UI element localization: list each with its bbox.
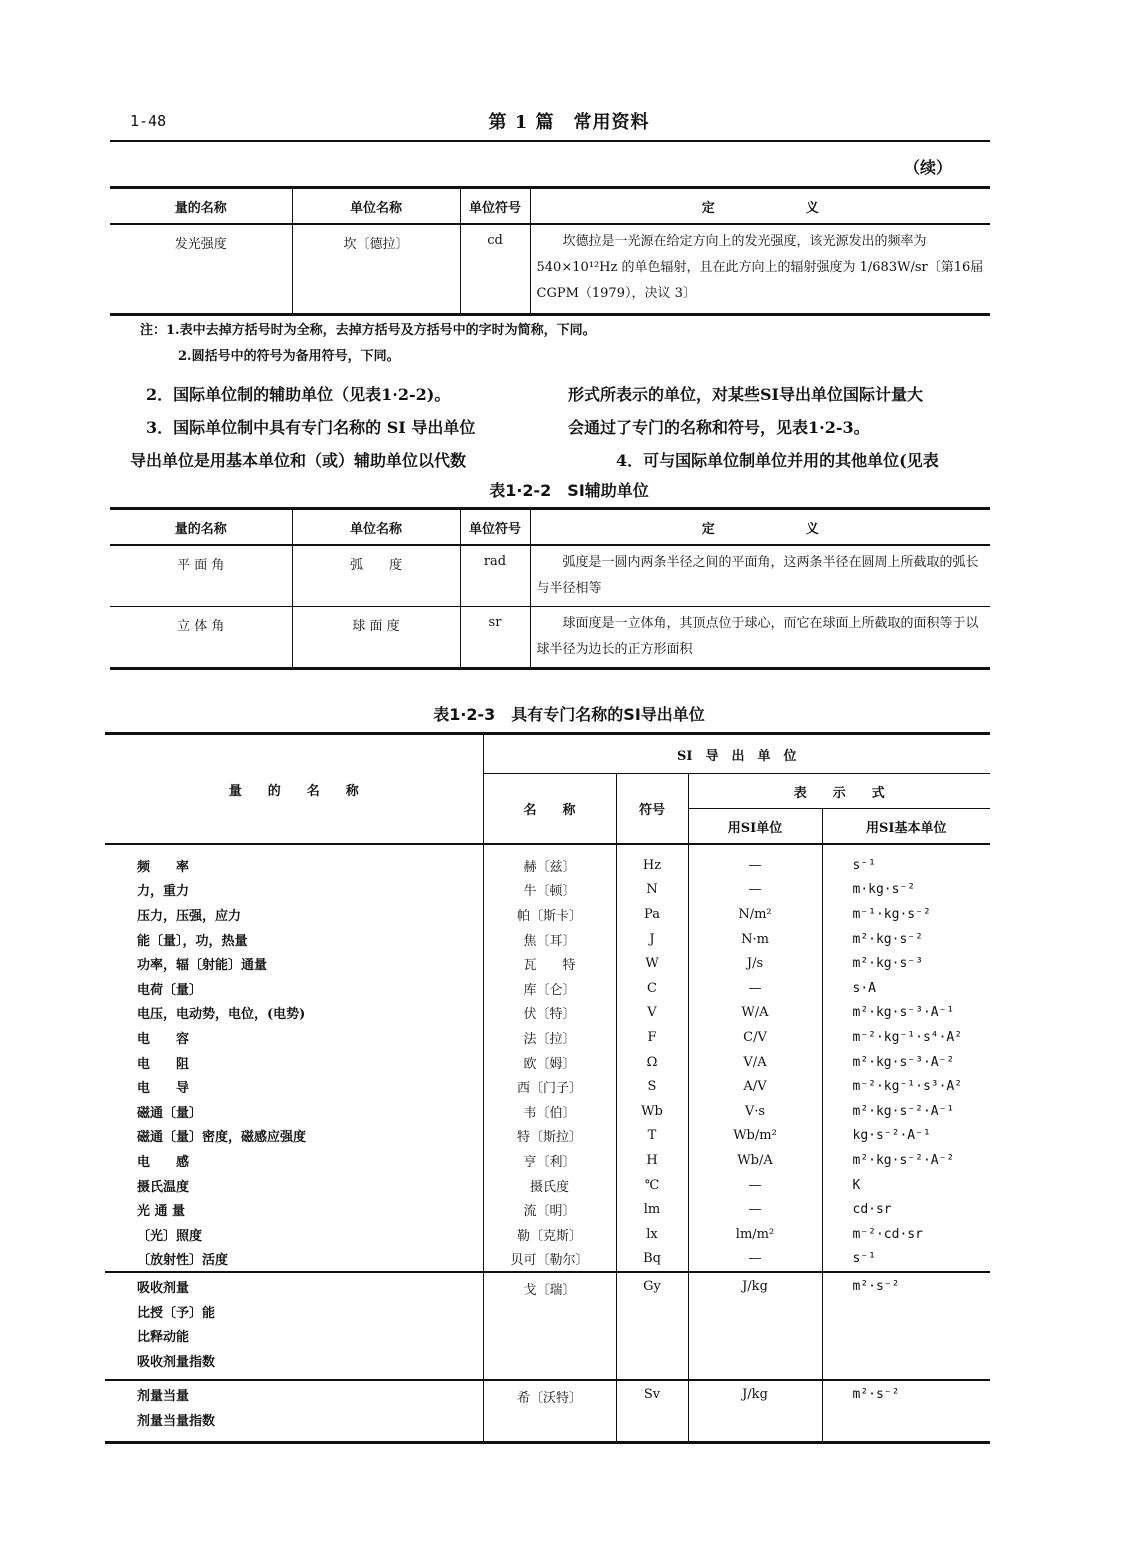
name-cell: 流〔明〕 xyxy=(483,1197,616,1222)
quantity-cell: 电 感 xyxy=(105,1148,483,1173)
paragraph-line: 3．国际单位制中具有专门名称的 SI 导出单位 xyxy=(146,418,476,437)
quantity-cell: 电 容 xyxy=(105,1025,483,1050)
table-row xyxy=(105,1247,990,1273)
base-expression-cell: s·A xyxy=(852,980,876,996)
symbol-cell: W xyxy=(616,951,688,976)
quantity-cell xyxy=(105,1272,483,1380)
si-expression-cell: — xyxy=(688,844,822,878)
paragraph-line: 形式所表示的单位，对某些SI导出单位国际计量大 xyxy=(568,385,924,404)
quantity-cell: 功率，辐〔射能〕通量 xyxy=(105,951,483,976)
col-header-unit-name: 单位名称 xyxy=(292,188,460,225)
table-row xyxy=(105,878,990,903)
note-1: 注：1.表中去掉方括号时为全称，去掉方括号及方括号中的字时为简称，下同。 xyxy=(140,323,596,338)
symbol-cell: H xyxy=(616,1148,688,1173)
base-expression-cell: m²·kg·s⁻³ xyxy=(852,956,923,972)
si-expression-cell: — xyxy=(688,1173,822,1198)
symbol-cell: cd xyxy=(460,224,530,315)
symbol-cell: lm xyxy=(616,1197,688,1222)
name-cell: 帕〔斯卡〕 xyxy=(483,902,616,927)
table-row xyxy=(110,224,990,315)
si-expression-cell: Wb/A xyxy=(688,1148,822,1173)
running-head: 第 1 篇 常用资料 xyxy=(488,112,650,133)
table-row xyxy=(105,1001,990,1026)
base-expression-cell: K xyxy=(852,1177,861,1193)
paragraph-line: 导出单位是用基本单位和（或）辅助单位以代数 xyxy=(130,451,467,470)
name-cell: 勒〔克斯〕 xyxy=(483,1222,616,1247)
quantity-line: 吸收剂量 xyxy=(137,1281,190,1297)
quantity-cell: 光 通 量 xyxy=(105,1197,483,1222)
table-row xyxy=(105,1222,990,1247)
quantity-cell xyxy=(105,1380,483,1442)
base-expression-cell: m⁻²·cd·sr xyxy=(852,1226,923,1242)
symbol-cell: ℃ xyxy=(616,1173,688,1198)
name-cell: 牛〔顿〕 xyxy=(483,878,616,903)
symbol-cell: V xyxy=(616,1001,688,1026)
base-expression-cell: m⁻²·kg⁻¹·s⁴·A² xyxy=(852,1029,963,1045)
paragraph-line: 4．可与国际单位制单位并用的其他单位(见表 xyxy=(616,451,939,470)
name-cell: 欧〔姆〕 xyxy=(483,1050,616,1075)
name-cell: 特〔斯拉〕 xyxy=(483,1124,616,1149)
si-expression-cell: J/s xyxy=(688,951,822,976)
symbol-cell: Sv xyxy=(616,1380,688,1442)
table-row xyxy=(105,1173,990,1198)
quantity-cell: 摄氏温度 xyxy=(105,1173,483,1198)
table-notes xyxy=(140,318,596,370)
paragraph-line: 2．国际单位制的辅助单位（见表1·2-2)。 xyxy=(146,385,451,404)
body-text-right xyxy=(568,378,998,477)
name-cell: 库〔仑〕 xyxy=(483,976,616,1001)
unit-cell: 球 面 度 xyxy=(292,607,460,669)
continued-label: （续） xyxy=(903,158,952,177)
table-row xyxy=(105,1099,990,1124)
symbol-cell: Gy xyxy=(616,1272,688,1380)
definition-cell: 弧度是一圆内两条半径之间的平面角，这两条半径在圆周上所截取的弧长与半径相等 xyxy=(530,545,990,607)
definition-cell: 坎德拉是一光源在给定方向上的发光强度，该光源发出的频率为540×10¹²Hz 的单色辐射，且在此方向上的辐射强度为 1/683W/sr〔第16届CGPM（1979），决议 3〕 xyxy=(530,224,990,315)
quantity-line: 剂量当量 xyxy=(137,1389,190,1405)
col-header-symbol: 符号 xyxy=(616,774,688,845)
symbol-cell: Wb xyxy=(616,1099,688,1124)
col-header-quantity: 量的名称 xyxy=(110,188,292,225)
name-cell: 戈〔瑞〕 xyxy=(483,1272,616,1380)
quantity-cell: 频 率 xyxy=(105,844,483,878)
symbol-cell: J xyxy=(616,927,688,952)
base-expression-cell: m²·kg·s⁻²·A⁻² xyxy=(852,1152,955,1168)
table-row xyxy=(105,844,990,878)
si-expression-cell: J/kg xyxy=(688,1380,822,1442)
table-row xyxy=(105,1272,990,1380)
paragraph-line: 会通过了专门的名称和符号，见表1·2-3。 xyxy=(568,418,870,437)
name-cell: 西〔门子〕 xyxy=(483,1074,616,1099)
col-header-definition: 定 义 xyxy=(530,509,990,546)
derived-units-rows xyxy=(105,844,990,1272)
col-header-definition: 定 义 xyxy=(530,188,990,225)
table-row xyxy=(105,976,990,1001)
si-expression-cell: lm/m² xyxy=(688,1222,822,1247)
quantity-cell: 压力，压强，应力 xyxy=(105,902,483,927)
base-expression-cell: s⁻¹ xyxy=(852,857,876,873)
col-header-unit-symbol: 单位符号 xyxy=(460,188,530,225)
name-cell: 焦〔耳〕 xyxy=(483,927,616,952)
symbol-cell: C xyxy=(616,976,688,1001)
quantity-cell: 〔光〕照度 xyxy=(105,1222,483,1247)
symbol-cell: Pa xyxy=(616,902,688,927)
col-header-quantity: 量的名称 xyxy=(110,509,292,546)
quantity-cell: 发光强度 xyxy=(110,224,292,315)
table-row xyxy=(105,1148,990,1173)
base-expression-cell: m⁻²·kg⁻¹·s³·A² xyxy=(852,1079,963,1095)
base-unit-table-continued xyxy=(110,186,990,316)
table-row xyxy=(105,1380,990,1442)
base-expression-cell: m²·kg·s⁻² xyxy=(852,931,923,947)
si-expression-cell: N/m² xyxy=(688,902,822,927)
quantity-cell: 电压，电动势，电位，(电势) xyxy=(105,1001,483,1026)
quantity-line: 吸收剂量指数 xyxy=(137,1354,216,1370)
symbol-cell: T xyxy=(616,1124,688,1149)
page-number: 1-48 xyxy=(130,112,167,130)
base-expression-cell: m²·s⁻² xyxy=(822,1272,990,1380)
name-cell: 亨〔利〕 xyxy=(483,1148,616,1173)
table2-caption: 表1·2-2 SI辅助单位 xyxy=(489,481,649,500)
si-derived-units-table xyxy=(105,732,990,1444)
table-row xyxy=(105,1124,990,1149)
base-expression-cell: m²·s⁻² xyxy=(822,1380,990,1442)
base-expression-cell: m²·kg·s⁻³·A⁻² xyxy=(852,1054,955,1070)
si-expression-cell: A/V xyxy=(688,1074,822,1099)
table-row xyxy=(110,545,990,607)
body-text-left xyxy=(130,378,550,477)
base-expression-cell: m²·kg·s⁻³·A⁻¹ xyxy=(852,1005,955,1021)
si-expression-cell: — xyxy=(688,976,822,1001)
note-2: 2.圆括号中的符号为备用符号，下同。 xyxy=(178,349,400,364)
si-expression-cell: W/A xyxy=(688,1001,822,1026)
base-expression-cell: m⁻¹·kg·s⁻² xyxy=(852,906,931,922)
si-expression-cell: V·s xyxy=(688,1099,822,1124)
sv-group xyxy=(105,1380,990,1442)
quantity-cell: 电 导 xyxy=(105,1074,483,1099)
si-expression-cell: J/kg xyxy=(688,1272,822,1380)
col-header-unit-symbol: 单位符号 xyxy=(460,509,530,546)
name-cell: 摄氏度 xyxy=(483,1173,616,1198)
col-header-expression: 表 示 式 xyxy=(688,774,990,809)
si-expression-cell: Wb/m² xyxy=(688,1124,822,1149)
quantity-cell: 能〔量〕，功，热量 xyxy=(105,927,483,952)
table-row xyxy=(105,927,990,952)
symbol-cell: Ω xyxy=(616,1050,688,1075)
quantity-line: 比授〔予〕能 xyxy=(137,1305,216,1321)
name-cell: 贝可〔勒尔〕 xyxy=(483,1247,616,1273)
quantity-line: 剂量当量指数 xyxy=(137,1414,216,1430)
quantity-cell: 〔放射性〕活度 xyxy=(105,1247,483,1273)
symbol-cell: lx xyxy=(616,1222,688,1247)
name-cell: 伏〔特〕 xyxy=(483,1001,616,1026)
si-expression-cell: — xyxy=(688,1247,822,1273)
col-header-si-derived-unit: SI 导 出 单 位 xyxy=(483,734,990,774)
col-header-unit-name: 单位名称 xyxy=(292,509,460,546)
name-cell: 法〔拉〕 xyxy=(483,1025,616,1050)
table3-caption: 表1·2-3 具有专门名称的SI导出单位 xyxy=(433,705,705,724)
si-expression-cell: N·m xyxy=(688,927,822,952)
definition-cell: 球面度是一立体角，其顶点位于球心，而它在球面上所截取的面积等于以球半径为边长的正方形面积 xyxy=(530,607,990,669)
table-row xyxy=(105,1074,990,1099)
base-expression-cell: kg·s⁻²·A⁻¹ xyxy=(852,1128,931,1144)
col-header-in-si-base-units: 用SI基本单位 xyxy=(822,809,990,845)
header-rule xyxy=(110,140,990,142)
symbol-cell: F xyxy=(616,1025,688,1050)
symbol-cell: rad xyxy=(460,545,530,607)
table-row xyxy=(105,1050,990,1075)
symbol-cell: sr xyxy=(460,607,530,669)
quantity-cell: 力，重力 xyxy=(105,878,483,903)
base-expression-cell: m²·kg·s⁻²·A⁻¹ xyxy=(852,1103,955,1119)
name-cell: 赫〔兹〕 xyxy=(483,844,616,878)
si-expression-cell: C/V xyxy=(688,1025,822,1050)
symbol-cell: Bq xyxy=(616,1247,688,1273)
si-supplementary-units-table xyxy=(110,507,990,670)
base-expression-cell: cd·sr xyxy=(852,1202,892,1218)
symbol-cell: S xyxy=(616,1074,688,1099)
quantity-cell: 电 阻 xyxy=(105,1050,483,1075)
table-row xyxy=(110,607,990,669)
table-row xyxy=(105,902,990,927)
table-row xyxy=(105,1197,990,1222)
quantity-cell: 磁通〔量〕密度，磁感应强度 xyxy=(105,1124,483,1149)
col-header-name: 名 称 xyxy=(483,774,616,845)
quantity-cell: 立 体 角 xyxy=(110,607,292,669)
si-expression-cell: V/A xyxy=(688,1050,822,1075)
quantity-line: 比释动能 xyxy=(137,1330,190,1346)
si-expression-cell: — xyxy=(688,878,822,903)
name-cell: 韦〔伯〕 xyxy=(483,1099,616,1124)
name-cell: 希〔沃特〕 xyxy=(483,1380,616,1442)
quantity-cell: 平 面 角 xyxy=(110,545,292,607)
quantity-cell: 电荷〔量〕 xyxy=(105,976,483,1001)
base-expression-cell: m·kg·s⁻² xyxy=(852,882,916,898)
unit-cell: 弧 度 xyxy=(292,545,460,607)
quantity-cell: 磁通〔量〕 xyxy=(105,1099,483,1124)
base-expression-cell: s⁻¹ xyxy=(852,1251,876,1267)
unit-cell: 坎〔德拉〕 xyxy=(292,224,460,315)
col-header-in-si-units: 用SI单位 xyxy=(688,809,822,845)
symbol-cell: N xyxy=(616,878,688,903)
name-cell: 瓦 特 xyxy=(483,951,616,976)
col-header-quantity: 量 的 名 称 xyxy=(105,734,483,845)
si-expression-cell: — xyxy=(688,1197,822,1222)
table-row xyxy=(105,951,990,976)
symbol-cell: Hz xyxy=(616,844,688,878)
table-row xyxy=(105,1025,990,1050)
gy-group xyxy=(105,1272,990,1380)
